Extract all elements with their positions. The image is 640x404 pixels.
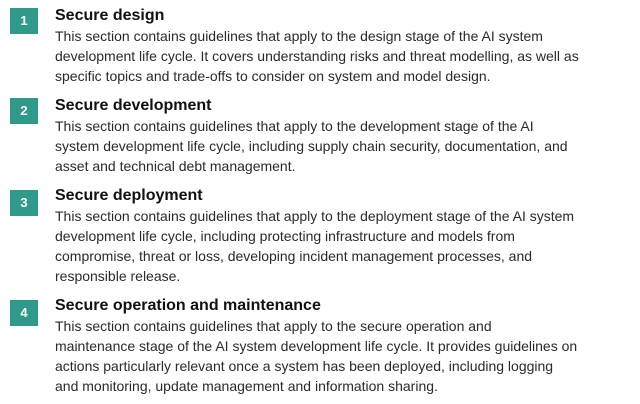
section-number-badge: 3 <box>10 190 38 216</box>
section-description <box>55 26 635 86</box>
description-line: This section contains guidelines that apply to the design stage of the AI system <box>55 28 543 44</box>
description-line: development life cycle, including protecting infrastructure and models from <box>55 228 515 244</box>
description-line: asset and technical debt management. <box>55 158 296 174</box>
description-line: This section contains guidelines that apply to the deployment stage of the AI system <box>55 208 575 224</box>
section-number-badge: 2 <box>10 98 38 124</box>
section-title: Secure operation and maintenance <box>55 297 321 314</box>
description-line: specific topics and trade-offs to consider on system and model design. <box>55 68 491 84</box>
description-line: This section contains guidelines that apply to the secure operation and <box>55 318 492 334</box>
description-line: responsible release. <box>55 268 181 284</box>
section-description <box>55 316 635 396</box>
description-line: maintenance stage of the AI system development life cycle. It provides guidelines on <box>55 338 578 354</box>
description-line: system development life cycle, including supply chain security, documentation, and <box>55 138 568 154</box>
description-line: and monitoring, update management and information sharing. <box>55 378 438 394</box>
section-number-badge: 4 <box>10 300 38 326</box>
description-line: actions particularly relevant once a system has been deployed, including logging <box>55 358 554 374</box>
description-line: This section contains guidelines that apply to the development stage of the AI <box>55 118 534 134</box>
description-line: compromise, threat or loss, developing incident management processes, and <box>55 248 533 264</box>
section-description <box>55 116 635 176</box>
section-title: Secure design <box>55 7 165 24</box>
section-title: Secure deployment <box>55 187 203 204</box>
section-description <box>55 206 635 286</box>
section-number-badge: 1 <box>10 8 38 34</box>
description-line: development life cycle. It covers understanding risks and threat modelling, as well as <box>55 48 579 64</box>
section-title: Secure development <box>55 97 212 114</box>
